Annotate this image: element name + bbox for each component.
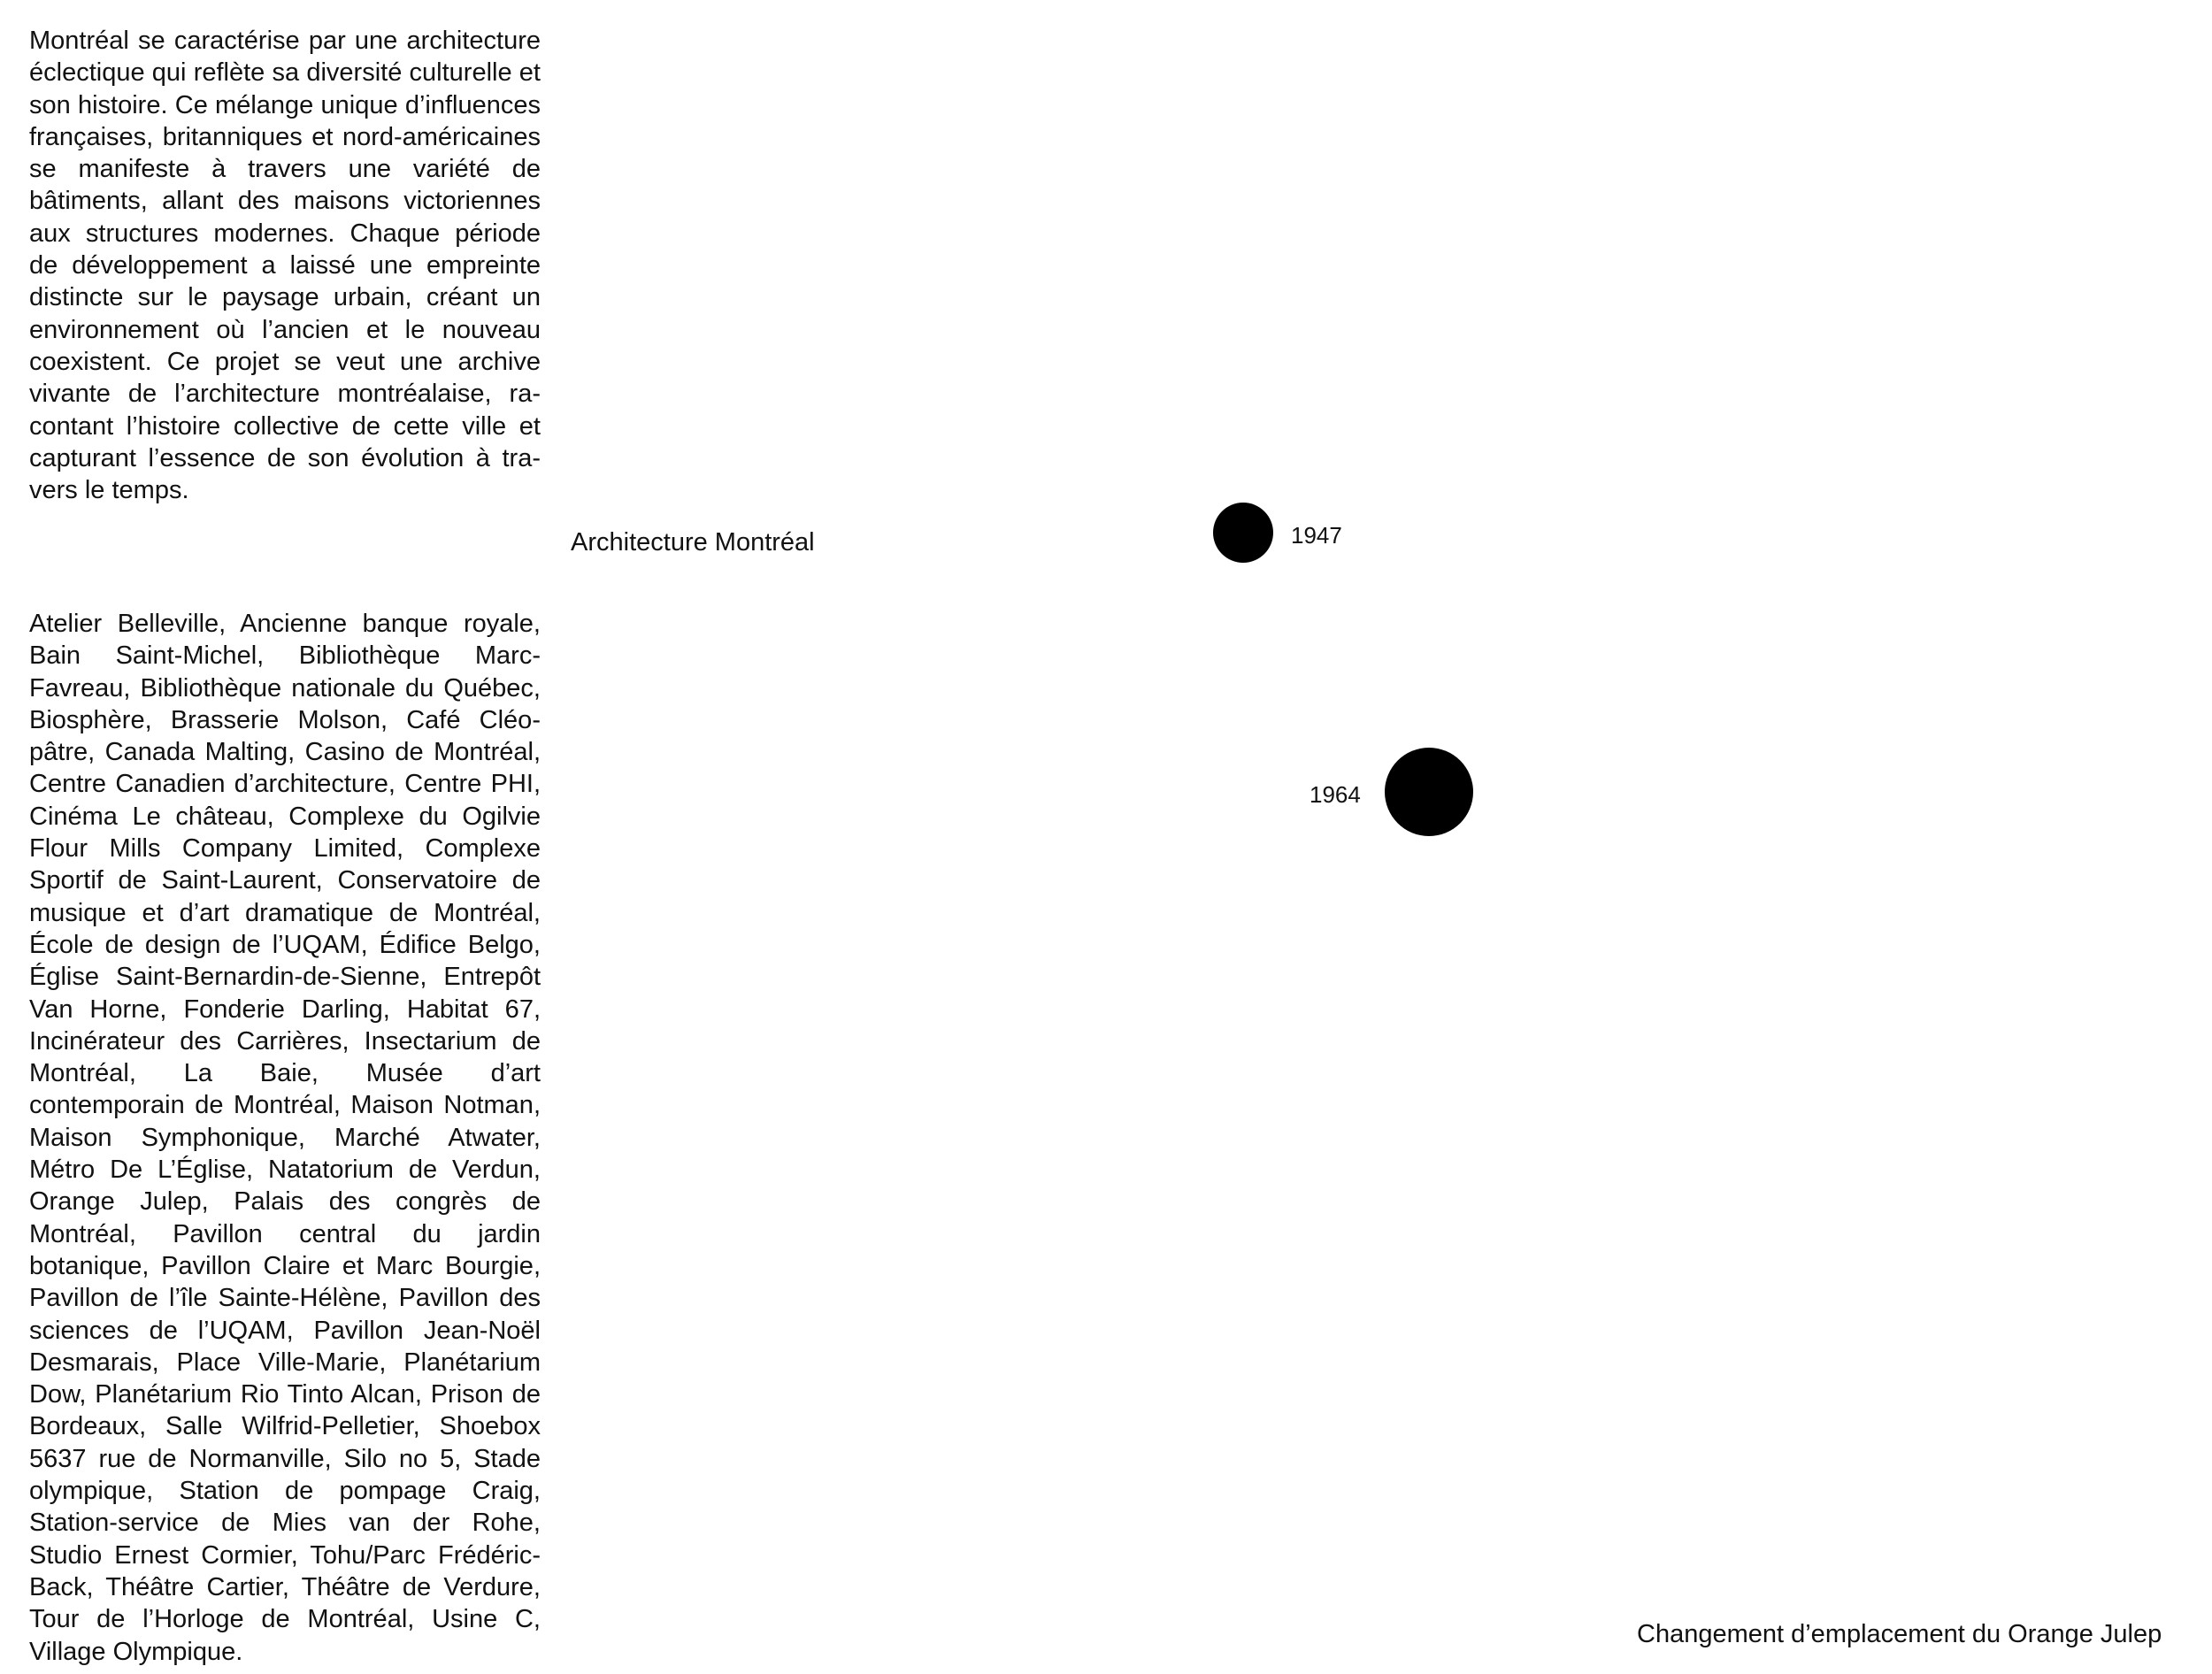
- timeline-year-1947: 1947: [1291, 522, 1342, 549]
- timeline-dot-1964[interactable]: [1385, 748, 1473, 836]
- timeline-dot-1947[interactable]: [1213, 503, 1273, 563]
- timeline-year-1964: 1964: [1310, 781, 1361, 808]
- project-title: Architecture Montréal: [571, 528, 815, 557]
- building-list: Atelier Belleville, Ancienne banque royale, Bain Saint-Michel, Bibliothèque Marc-Favreau, Bibliothèque nationale du Québec, Biosphère, Brasserie Molson, Café Cléopâtre, Canada Malting, Casino de Montréal, Centre Canadien d’architecture, Centre PHI, Cinéma Le château, Complexe du Ogilvie Flour Mills Company Limited, Complexe Sportif de Saint-Laurent, Conservatoire de musique et d’art dramatique de Montréal, École de design de l’UQAM, Édifice Belgo, Église Saint-Bernardin-de-Sienne, Entrepôt Van Horne, Fonderie Darling, Habitat 67, Incinérateur des Carrières, Insectarium de Montréal, La Baie, Musée d’art contemporain de Montréal, Maison Notman, Maison Symphonique, Marché Atwater, Métro De L’Église, Natatorium de Verdun, Orange Julep, Palais des congrès de Montréal, Pavillon central du jardin botanique, Pavillon Claire et Marc Bourgie, Pavillon de l’île Sainte-Hélène, Pavillon des sciences de l’UQAM, Pavillon Jean-Noël Desmarais, Place Ville-Marie, Planétarium Dow, Planétarium Rio Tinto Alcan, Prison de Bordeaux, Salle Wilfrid-Pelletier, Shoebox 5637 rue de Normanville, Silo no 5, Stade olympique, Station de pompage Craig, Station-service de Mies van der Rohe, Studio Ernest Cormier, Tohu/Parc Frédéric-Back, Théâtre Cartier, Théâtre de Verdure, Tour de l’Horloge de Montréal, Usine C, Village Olympique.: [29, 610, 541, 1666]
- caption: Changement d’emplacement du Orange Julep: [1637, 1620, 2162, 1648]
- intro-paragraph: Montréal se caractérise par une architecture éclectique qui reflète sa diversité culturelle et son histoire. Ce mélange unique d’influences françaises, britanniques et nord-américaines se manifeste à travers une variété de bâtiments, allant des maisons victoriennes aux structures modernes. Chaque période de développement a laissé une empreinte distincte sur le paysage urbain, créant un environnement où l’ancien et le nouveau coexistent. Ce projet se veut une archive vivante de l’architecture montréalaise, racontant l’histoire collective de cette ville et capturant l’essence de son évolution à travers le temps.: [29, 27, 541, 505]
